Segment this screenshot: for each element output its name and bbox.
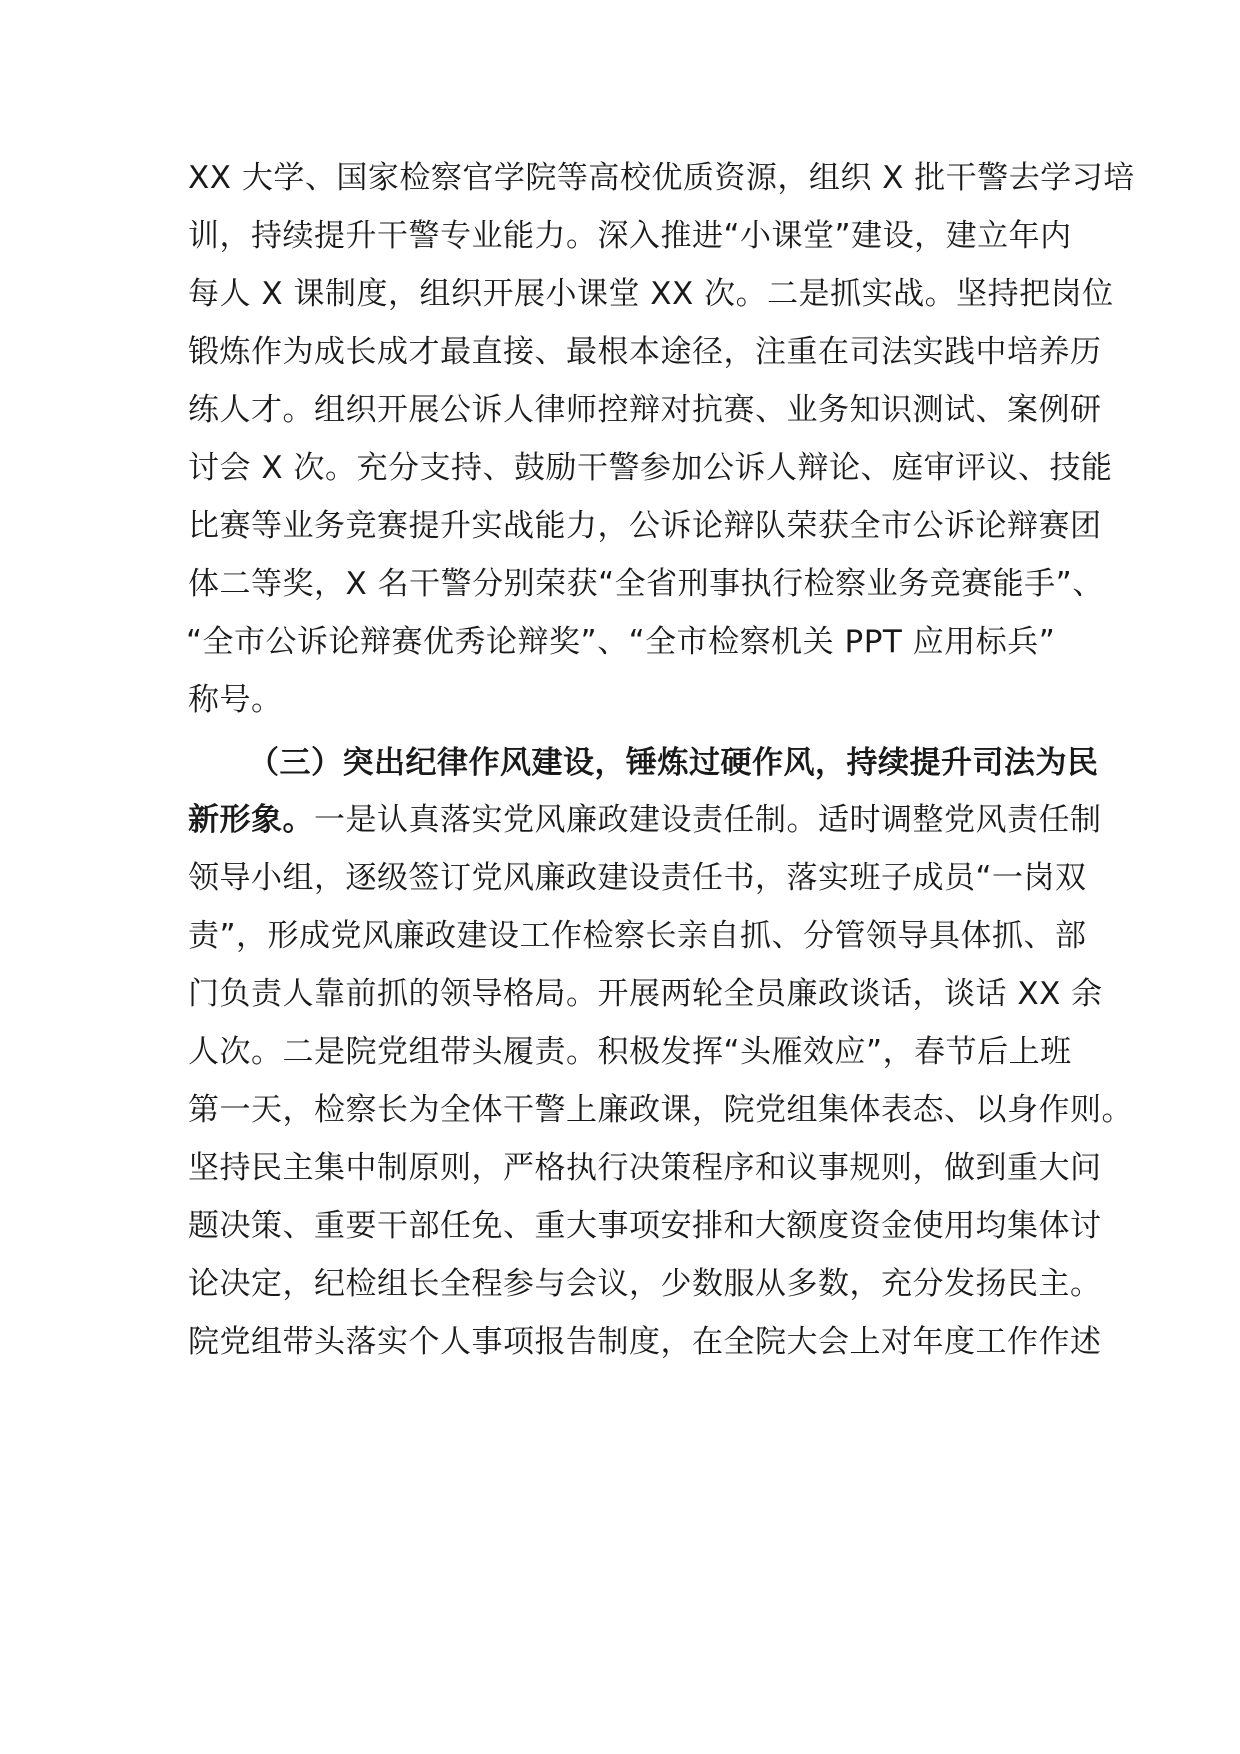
text-segment: 院党组带头落实个人事项报告制度，在全院大会上对年度工作作述 xyxy=(188,1324,1102,1360)
text-line xyxy=(188,962,1103,1026)
text-line xyxy=(188,788,1102,852)
text-line xyxy=(188,378,1102,442)
text-segment: “全市公诉论辩赛优秀论辩奖”、“全市检察机关 PPT 应用标兵” xyxy=(186,624,1056,660)
text-segment: 人次。二是院党组带头履责。积极发挥“头雁效应”，春节后上班 xyxy=(188,1034,1072,1070)
text-line xyxy=(188,262,1114,326)
section-heading-continued: 新形象。 xyxy=(188,802,314,838)
text-line xyxy=(188,668,283,732)
text-segment: 题决策、重要干部任免、重大事项安排和大额度资金使用均集体讨 xyxy=(188,1208,1102,1244)
text-segment: 练人才。组织开展公诉人律师控辩对抗赛、业务知识测试、案例研 xyxy=(188,392,1102,428)
text-segment: 坚持民主集中制原则，严格执行决策程序和议事规则，做到重大问 xyxy=(188,1150,1102,1186)
text-line xyxy=(188,320,1102,384)
text-segment: 领导小组，逐级签订党风廉政建设责任书，落实班子成员“一岗双 xyxy=(188,860,1087,896)
text-line xyxy=(188,146,1135,210)
text-line xyxy=(188,1136,1102,1200)
text-line xyxy=(188,904,1087,968)
text-segment: 训，持续提升干警专业能力。深入推进“小课堂”建设，建立年内 xyxy=(188,218,1072,254)
text-line xyxy=(188,1020,1072,1084)
text-line xyxy=(188,1252,1102,1316)
text-line xyxy=(186,610,1055,674)
text-segment: 称号。 xyxy=(188,682,283,718)
section-heading: （三）突出纪律作风建设，锤炼过硬作风，持续提升司法为民 xyxy=(248,745,1099,781)
text-line xyxy=(188,436,1112,500)
text-segment: 每人 X 课制度，组织开展小课堂 XX 次。二是抓实战。坚持把岗位 xyxy=(188,276,1114,312)
text-line xyxy=(188,846,1087,910)
text-segment: 一是认真落实党风廉政建设责任制。适时调整党风责任制 xyxy=(314,802,1102,838)
text-segment: 门负责人靠前抓的领导格局。开展两轮全员廉政谈话，谈话 XX 余 xyxy=(188,976,1103,1012)
text-segment: 体二等奖，X 名干警分别荣获“全省刑事执行检察业务竞赛能手”、 xyxy=(188,566,1104,602)
text-line xyxy=(188,552,1104,616)
text-segment: XX 大学、国家检察官学院等高校优质资源，组织 X 批干警去学习培 xyxy=(188,160,1135,196)
text-line xyxy=(188,204,1072,268)
text-segment: 论决定，纪检组长全程参与会议，少数服从多数，充分发扬民主。 xyxy=(188,1266,1102,1302)
text-segment: 责”，形成党风廉政建设工作检察长亲自抓、分管领导具体抓、部 xyxy=(188,918,1087,954)
section-heading-line xyxy=(248,731,1099,795)
text-line xyxy=(188,1310,1102,1374)
text-line xyxy=(188,494,1102,558)
text-segment: 第一天，检察长为全体干警上廉政课，院党组集体表态、以身作则。 xyxy=(188,1092,1133,1128)
text-segment: 锻炼作为成长成才最直接、最根本途径，注重在司法实践中培养历 xyxy=(188,334,1102,370)
text-line xyxy=(188,1078,1133,1142)
text-segment: 比赛等业务竞赛提升实战能力，公诉论辩队荣获全市公诉论辩赛团 xyxy=(188,508,1102,544)
text-line xyxy=(188,1194,1102,1258)
text-segment: 讨会 X 次。充分支持、鼓励干警参加公诉人辩论、庭审评议、技能 xyxy=(188,450,1113,486)
